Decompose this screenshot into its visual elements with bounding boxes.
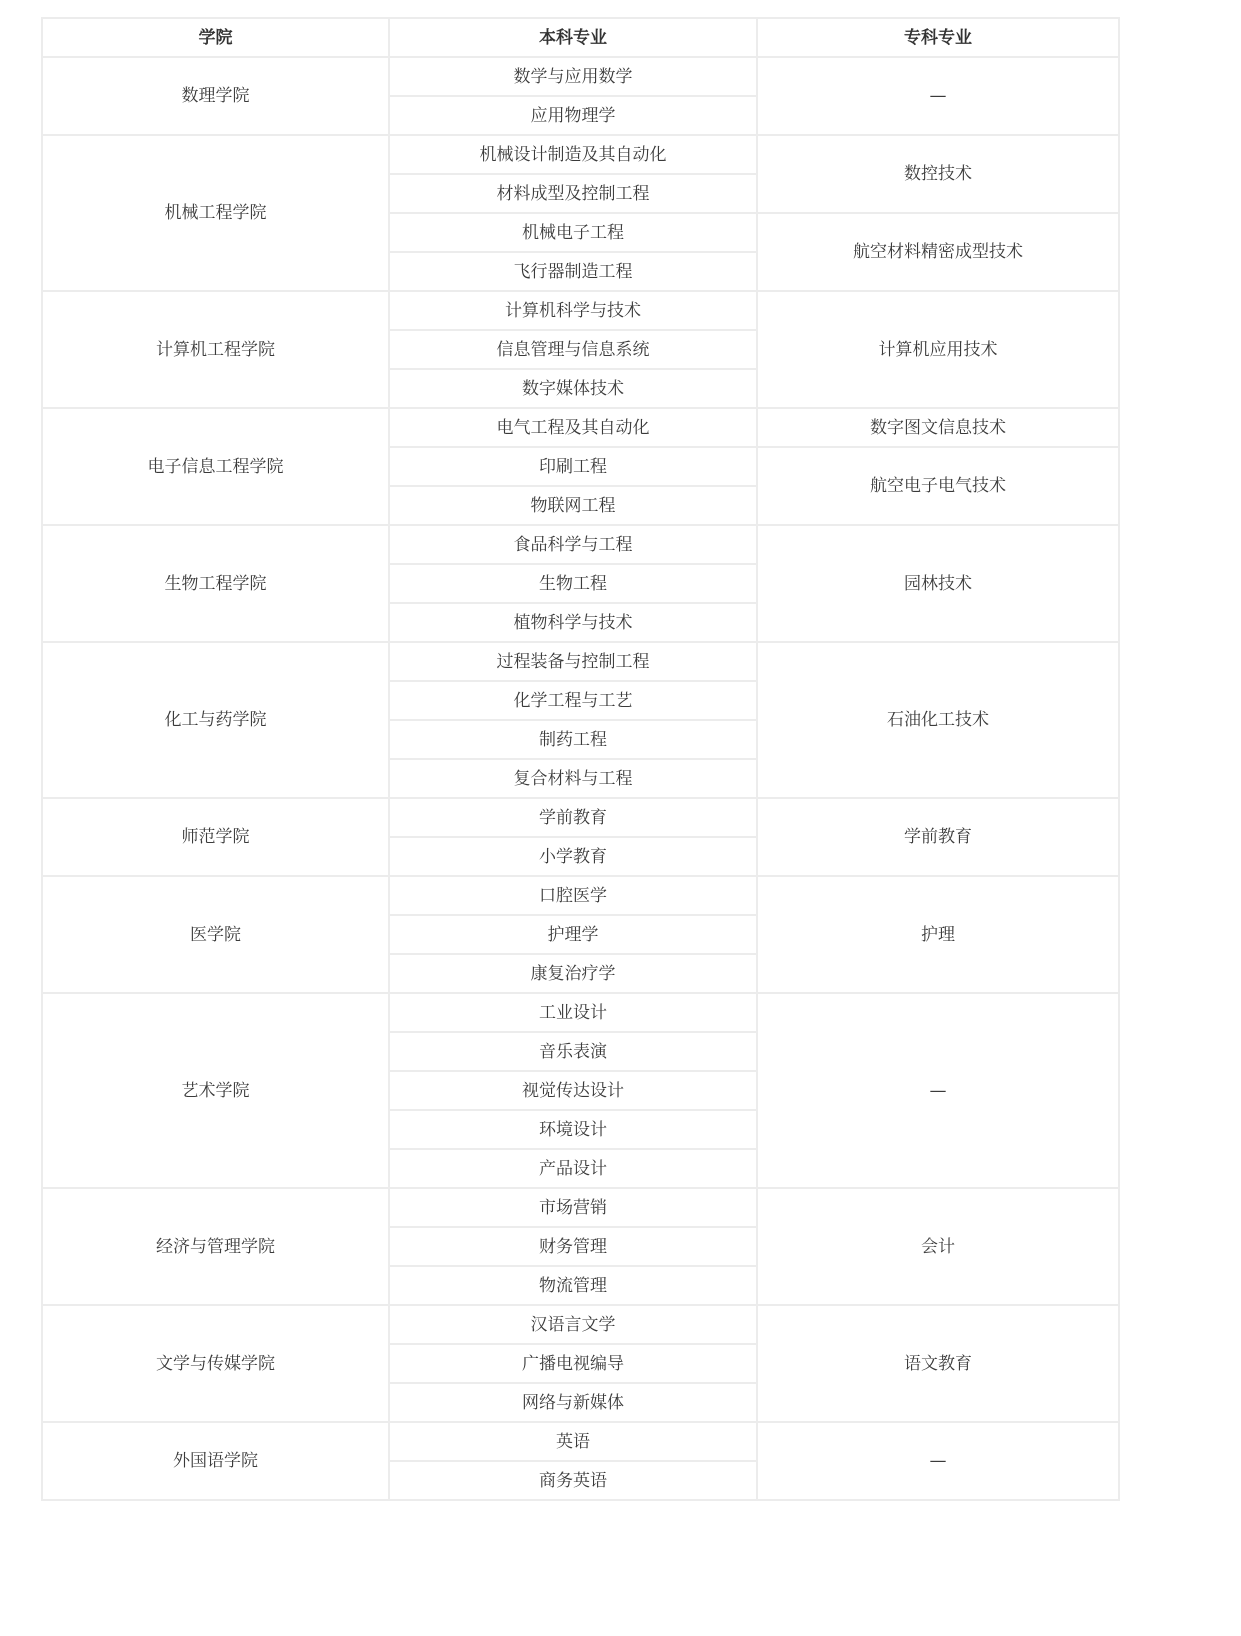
undergrad-cell: 化学工程与工艺 xyxy=(389,681,757,720)
college-cell: 机械工程学院 xyxy=(42,135,389,291)
undergrad-cell: 小学教育 xyxy=(389,837,757,876)
junior-cell: 计算机应用技术 xyxy=(757,291,1119,408)
junior-cell: 会计 xyxy=(757,1188,1119,1305)
undergrad-cell: 植物科学与技术 xyxy=(389,603,757,642)
undergrad-cell: 材料成型及控制工程 xyxy=(389,174,757,213)
undergrad-cell: 工业设计 xyxy=(389,993,757,1032)
undergrad-cell: 应用物理学 xyxy=(389,96,757,135)
junior-cell: 学前教育 xyxy=(757,798,1119,876)
junior-cell: 语文教育 xyxy=(757,1305,1119,1422)
college-cell: 计算机工程学院 xyxy=(42,291,389,408)
table-row xyxy=(42,876,1119,915)
undergrad-cell: 机械设计制造及其自动化 xyxy=(389,135,757,174)
junior-cell: 石油化工技术 xyxy=(757,642,1119,798)
table-row xyxy=(42,993,1119,1032)
junior-cell: 园林技术 xyxy=(757,525,1119,642)
table-row xyxy=(42,408,1119,447)
table-row xyxy=(42,135,1119,174)
college-cell: 生物工程学院 xyxy=(42,525,389,642)
college-cell: 艺术学院 xyxy=(42,993,389,1188)
undergrad-cell: 财务管理 xyxy=(389,1227,757,1266)
undergrad-cell: 学前教育 xyxy=(389,798,757,837)
undergrad-cell: 视觉传达设计 xyxy=(389,1071,757,1110)
junior-cell: — xyxy=(757,993,1119,1188)
undergrad-cell: 产品设计 xyxy=(389,1149,757,1188)
college-cell: 医学院 xyxy=(42,876,389,993)
undergrad-cell: 数字媒体技术 xyxy=(389,369,757,408)
table-row xyxy=(42,525,1119,564)
college-cell: 师范学院 xyxy=(42,798,389,876)
undergrad-cell: 物联网工程 xyxy=(389,486,757,525)
junior-cell: 航空材料精密成型技术 xyxy=(757,213,1119,291)
undergrad-cell: 护理学 xyxy=(389,915,757,954)
undergrad-cell: 广播电视编导 xyxy=(389,1344,757,1383)
majors-table xyxy=(41,17,1120,1501)
undergrad-cell: 过程装备与控制工程 xyxy=(389,642,757,681)
college-cell: 外国语学院 xyxy=(42,1422,389,1500)
header-junior-major: 专科专业 xyxy=(757,18,1119,57)
undergrad-cell: 生物工程 xyxy=(389,564,757,603)
undergrad-cell: 机械电子工程 xyxy=(389,213,757,252)
undergrad-cell: 计算机科学与技术 xyxy=(389,291,757,330)
undergrad-cell: 英语 xyxy=(389,1422,757,1461)
table-row xyxy=(42,642,1119,681)
majors-table-container xyxy=(41,17,1118,1501)
undergrad-cell: 环境设计 xyxy=(389,1110,757,1149)
undergrad-cell: 商务英语 xyxy=(389,1461,757,1500)
college-cell: 电子信息工程学院 xyxy=(42,408,389,525)
undergrad-cell: 数学与应用数学 xyxy=(389,57,757,96)
junior-cell: 航空电子电气技术 xyxy=(757,447,1119,525)
undergrad-cell: 电气工程及其自动化 xyxy=(389,408,757,447)
junior-cell: 护理 xyxy=(757,876,1119,993)
junior-cell: — xyxy=(757,1422,1119,1500)
junior-cell: 数字图文信息技术 xyxy=(757,408,1119,447)
undergrad-cell: 食品科学与工程 xyxy=(389,525,757,564)
undergrad-cell: 制药工程 xyxy=(389,720,757,759)
table-row xyxy=(42,57,1119,96)
college-cell: 经济与管理学院 xyxy=(42,1188,389,1305)
college-cell: 文学与传媒学院 xyxy=(42,1305,389,1422)
table-body xyxy=(42,57,1119,1500)
junior-cell: 数控技术 xyxy=(757,135,1119,213)
college-cell: 化工与药学院 xyxy=(42,642,389,798)
table-row xyxy=(42,291,1119,330)
undergrad-cell: 汉语言文学 xyxy=(389,1305,757,1344)
junior-cell: — xyxy=(757,57,1119,135)
header-college: 学院 xyxy=(42,18,389,57)
undergrad-cell: 复合材料与工程 xyxy=(389,759,757,798)
undergrad-cell: 飞行器制造工程 xyxy=(389,252,757,291)
table-row xyxy=(42,1188,1119,1227)
header-undergrad-major: 本科专业 xyxy=(389,18,757,57)
table-header-row xyxy=(42,18,1119,57)
undergrad-cell: 口腔医学 xyxy=(389,876,757,915)
table-row xyxy=(42,798,1119,837)
undergrad-cell: 印刷工程 xyxy=(389,447,757,486)
undergrad-cell: 网络与新媒体 xyxy=(389,1383,757,1422)
undergrad-cell: 音乐表演 xyxy=(389,1032,757,1071)
college-cell: 数理学院 xyxy=(42,57,389,135)
table-row xyxy=(42,1305,1119,1344)
undergrad-cell: 市场营销 xyxy=(389,1188,757,1227)
table-row xyxy=(42,1422,1119,1461)
undergrad-cell: 物流管理 xyxy=(389,1266,757,1305)
undergrad-cell: 康复治疗学 xyxy=(389,954,757,993)
undergrad-cell: 信息管理与信息系统 xyxy=(389,330,757,369)
